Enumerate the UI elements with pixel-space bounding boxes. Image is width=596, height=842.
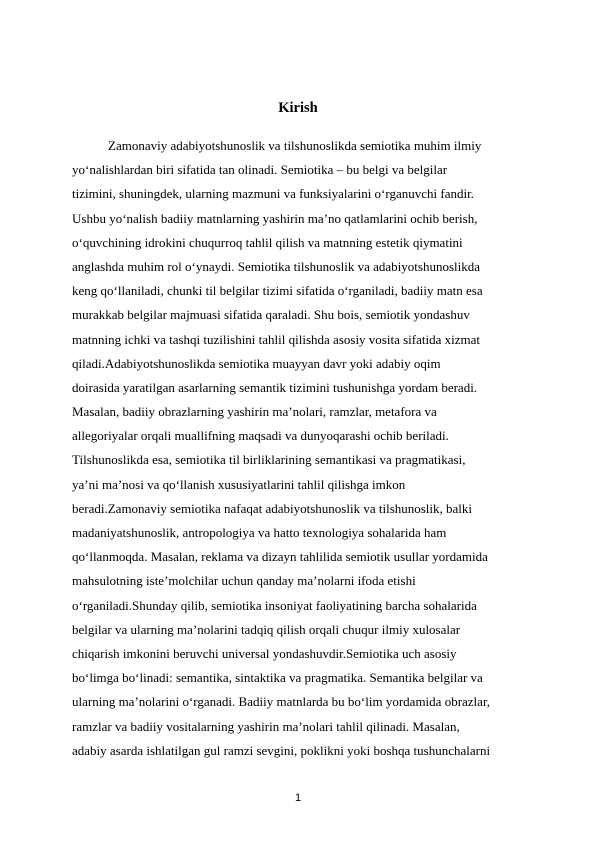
text-line: beradi.Zamonaviy semiotika nafaqat adabiyotshunoslik va tilshunoslik, balki [72,500,473,516]
body-paragraph [72,134,526,763]
text-line: bo‘limga bo‘linadi: semantika, sintaktika va pragmatika. Semantika belgilar va [72,670,483,686]
text-line: anglashda muhim rol o‘ynaydi. Semiotika tilshunoslik va adabiyotshunoslikda [72,258,481,274]
text-line: qo‘llanmoqda. Masalan, reklama va dizayn tahlilida semiotik usullar yordamida [72,549,488,565]
section-title: Kirish [278,100,318,116]
text-line: qiladi.Adabiyotshunoslikda semiotika muayyan davr yoki adabiy oqim [72,355,441,371]
text-line: allegoriyalar orqali muallifning maqsadi va dunyoqarashi ochib beriladi. [72,428,449,444]
text-line: tizimini, shuningdek, ularning mazmuni va funksiyalarini o‘rganuvchi fandir. [72,186,474,202]
text-line: ya’ni ma’nosi va qo‘llanish xususiyatlarini tahlil qilishga imkon [72,476,406,492]
text-line: belgilar va ularning ma’nolarini tadqiq qilish orqali chuqur ilmiy xulosalar [72,621,461,637]
text-line: adabiy asarda ishlatilgan gul ramzi sevgini, poklikni yoki boshqa tushunchalarni [72,742,491,758]
text-line: Tilshunoslikda esa, semiotika til birliklarining semantikasi va pragmatikasi, [72,452,466,468]
text-line: mahsulotning iste’molchilar uchun qanday ma’nolarni ifoda etishi [72,573,416,589]
text-line: Masalan, badiiy obrazlarning yashirin ma’nolari, ramzlar, metafora va [72,404,437,420]
text-line: madaniyatshunoslik, antropologiya va hatto texnologiya sohalarida ham [72,525,447,540]
text-line: keng qo‘llaniladi, chunki til belgilar tizimi sifatida o‘rganiladi, badiiy matn esa [72,283,483,299]
text-line: o‘rganiladi.Shunday qilib, semiotika insoniyat faoliyatining barcha sohalarida [72,597,477,613]
text-line: o‘quvchining idrokini chuqurroq tahlil qilish va matnning estetik qiymatini [72,234,463,250]
page-number: 1 [294,792,302,804]
text-line: Zamonaviy adabiyotshunoslik va tilshunoslikda semiotika muhim ilmiy [108,138,482,153]
text-line: Ushbu yo‘nalish badiiy matnlarning yashirin ma’no qatlamlarini ochib berish, [72,210,478,226]
text-line: ramzlar va badiiy vositalarning yashirin ma’nolari tahlil qilinadi. Masalan, [72,718,460,734]
text-line: murakkab belgilar majmuasi sifatida qaraladi. Shu bois, semiotik yondashuv [72,307,470,323]
text-line: matnning ichki va tashqi tuzilishini tahlil qilishda asosiy vosita sifatida xizmat [72,331,480,347]
text-line: ularning ma’nolarini o‘rganadi. Badiiy matnlarda bu bo‘lim yordamida obrazlar, [72,694,490,710]
text-line: doirasida yaratilgan asarlarning semantik tizimini tushunishga yordam beradi. [72,379,478,395]
text-line: chiqarish imkonini beruvchi universal yondashuvdir.Semiotika uch asosiy [72,645,457,661]
text-line: yo‘nalishlardan biri sifatida tan olinadi. Semiotika – bu belgi va belgilar [72,162,448,178]
